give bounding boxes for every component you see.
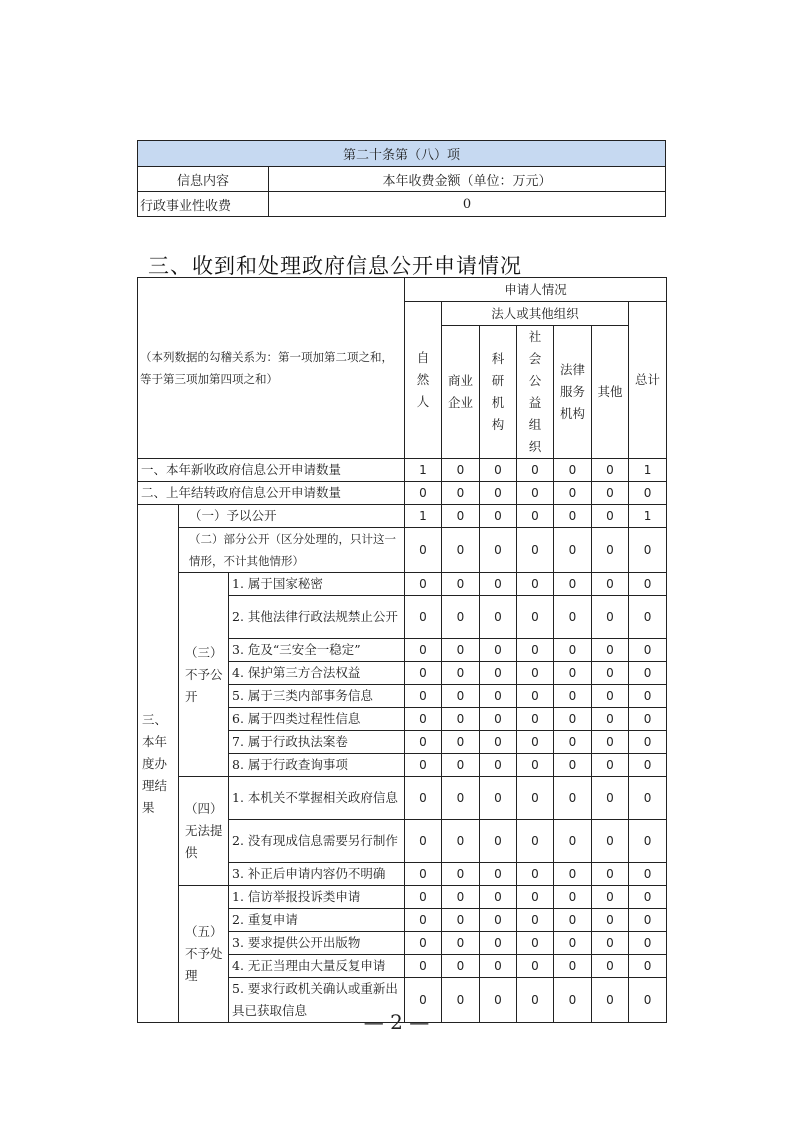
- value-cell: 0: [592, 708, 629, 731]
- value-cell: 0: [517, 505, 554, 528]
- value-cell: 0: [480, 505, 517, 528]
- row-label: 2. 重复申请: [229, 909, 405, 932]
- natural-person-header: 自然人: [405, 302, 442, 459]
- value-cell: 0: [442, 596, 480, 639]
- value-cell: 0: [405, 528, 442, 573]
- value-cell: 0: [517, 909, 554, 932]
- org-col-business: 商业企业: [442, 326, 480, 459]
- value-cell: 0: [405, 708, 442, 731]
- value-cell: 0: [442, 863, 480, 886]
- value-cell: 0: [405, 662, 442, 685]
- table-row: [138, 777, 667, 820]
- value-cell: 0: [517, 596, 554, 639]
- value-cell: 0: [442, 459, 480, 482]
- value-cell: 0: [405, 863, 442, 886]
- value-cell: 0: [592, 685, 629, 708]
- value-cell: 0: [442, 978, 480, 1023]
- value-cell: 0: [554, 863, 592, 886]
- table-row: [138, 528, 667, 573]
- value-cell: 0: [442, 731, 480, 754]
- table-row: [138, 573, 667, 596]
- value-cell: 0: [592, 820, 629, 863]
- value-cell: 0: [442, 955, 480, 978]
- value-cell: 0: [442, 573, 480, 596]
- value-cell: 0: [554, 978, 592, 1023]
- value-cell: 0: [480, 955, 517, 978]
- value-cell: 0: [480, 886, 517, 909]
- value-cell: 0: [629, 886, 667, 909]
- value-cell: 0: [592, 639, 629, 662]
- value-cell: 0: [480, 978, 517, 1023]
- value-cell: 0: [592, 528, 629, 573]
- note-cell: （本列数据的勾稽关系为：第一项加第二项之和，等于第三项加第四项之和）: [138, 278, 405, 459]
- value-cell: 0: [405, 820, 442, 863]
- row-label: （二）部分公开（区分处理的，只计这一情形，不计其他情形）: [179, 528, 405, 573]
- value-cell: 1: [405, 459, 442, 482]
- row-label: 4. 无正当理由大量反复申请: [229, 955, 405, 978]
- value-cell: 0: [554, 459, 592, 482]
- subgroup-label: （三）不予公开: [179, 573, 229, 777]
- section-title: 三、收到和处理政府信息公开申请情况: [148, 254, 522, 278]
- fee-table: [137, 140, 666, 217]
- value-cell: 0: [442, 909, 480, 932]
- value-cell: 0: [405, 909, 442, 932]
- total-header: 总计: [629, 302, 667, 459]
- value-cell: 0: [592, 754, 629, 777]
- value-cell: 0: [629, 662, 667, 685]
- value-cell: 1: [405, 505, 442, 528]
- value-cell: 0: [480, 708, 517, 731]
- value-cell: 0: [442, 754, 480, 777]
- value-cell: 0: [405, 482, 442, 505]
- fee-table-title: 第二十条第（八）项: [138, 141, 666, 167]
- table-row: [138, 459, 667, 482]
- value-cell: 0: [405, 886, 442, 909]
- fee-row-label: 行政事业性收费: [138, 192, 269, 217]
- value-cell: 0: [629, 685, 667, 708]
- table-row: [138, 505, 667, 528]
- value-cell: 0: [405, 685, 442, 708]
- value-cell: 0: [517, 754, 554, 777]
- value-cell: 0: [554, 505, 592, 528]
- value-cell: 0: [442, 777, 480, 820]
- value-cell: 0: [517, 708, 554, 731]
- value-cell: 0: [442, 528, 480, 573]
- value-cell: 0: [480, 573, 517, 596]
- value-cell: 0: [629, 909, 667, 932]
- value-cell: 0: [592, 731, 629, 754]
- row-label: 5. 属于三类内部事务信息: [229, 685, 405, 708]
- value-cell: 0: [442, 505, 480, 528]
- value-cell: 0: [554, 708, 592, 731]
- value-cell: 1: [629, 459, 667, 482]
- value-cell: 0: [405, 978, 442, 1023]
- value-cell: 0: [517, 685, 554, 708]
- value-cell: 0: [629, 596, 667, 639]
- value-cell: 0: [629, 932, 667, 955]
- value-cell: 0: [442, 639, 480, 662]
- value-cell: 0: [517, 459, 554, 482]
- value-cell: 0: [517, 955, 554, 978]
- result-group-label: 三、本年度办理结果: [138, 505, 179, 1023]
- value-cell: 0: [517, 932, 554, 955]
- value-cell: 0: [517, 863, 554, 886]
- row-label: 6. 属于四类过程性信息: [229, 708, 405, 731]
- value-cell: 0: [405, 932, 442, 955]
- value-cell: 0: [480, 863, 517, 886]
- value-cell: 0: [554, 662, 592, 685]
- org-col-public-welfare: 社会公益组织: [517, 326, 554, 459]
- row-label: 1. 属于国家秘密: [229, 573, 405, 596]
- value-cell: 0: [480, 662, 517, 685]
- value-cell: 0: [592, 662, 629, 685]
- page-number: — 2 —: [363, 1010, 430, 1034]
- value-cell: 0: [592, 886, 629, 909]
- row-label: 1. 信访举报投诉类申请: [229, 886, 405, 909]
- value-cell: 0: [480, 820, 517, 863]
- row-label: 2. 其他法律行政法规禁止公开: [229, 596, 405, 639]
- applicant-header: 申请人情况: [405, 278, 667, 302]
- org-col-legal-service: 法律服务机构: [554, 326, 592, 459]
- value-cell: 0: [442, 708, 480, 731]
- value-cell: 0: [592, 505, 629, 528]
- value-cell: 0: [480, 754, 517, 777]
- table-row: [138, 482, 667, 505]
- value-cell: 0: [517, 777, 554, 820]
- value-cell: 0: [517, 820, 554, 863]
- value-cell: 0: [405, 573, 442, 596]
- row-label: 8. 属于行政查询事项: [229, 754, 405, 777]
- value-cell: 0: [554, 777, 592, 820]
- value-cell: 0: [405, 955, 442, 978]
- value-cell: 0: [442, 820, 480, 863]
- value-cell: 0: [517, 528, 554, 573]
- value-cell: 0: [592, 596, 629, 639]
- value-cell: 0: [405, 777, 442, 820]
- fee-col-header-content: 信息内容: [138, 167, 269, 192]
- value-cell: 0: [554, 528, 592, 573]
- value-cell: 0: [517, 978, 554, 1023]
- row-label: 一、本年新收政府信息公开申请数量: [138, 459, 405, 482]
- row-label: 二、上年结转政府信息公开申请数量: [138, 482, 405, 505]
- value-cell: 0: [554, 731, 592, 754]
- value-cell: 0: [592, 863, 629, 886]
- value-cell: 0: [480, 596, 517, 639]
- value-cell: 0: [480, 909, 517, 932]
- row-label: 2. 没有现成信息需要另行制作: [229, 820, 405, 863]
- row-label: （一）予以公开: [179, 505, 405, 528]
- value-cell: 0: [554, 639, 592, 662]
- value-cell: 0: [554, 820, 592, 863]
- value-cell: 0: [480, 482, 517, 505]
- value-cell: 0: [629, 708, 667, 731]
- value-cell: 0: [480, 731, 517, 754]
- value-cell: 0: [629, 777, 667, 820]
- value-cell: 0: [442, 662, 480, 685]
- row-label: 5. 要求行政机关确认或重新出具已获取信息: [229, 978, 405, 1023]
- org-col-other: 其他: [592, 326, 629, 459]
- row-label: 4. 保护第三方合法权益: [229, 662, 405, 685]
- value-cell: 0: [629, 820, 667, 863]
- value-cell: 0: [442, 932, 480, 955]
- row-label: 7. 属于行政执法案卷: [229, 731, 405, 754]
- value-cell: 0: [517, 731, 554, 754]
- table-row: [138, 886, 667, 909]
- fee-row-value: 0: [269, 192, 666, 217]
- value-cell: 0: [554, 482, 592, 505]
- value-cell: 0: [592, 482, 629, 505]
- value-cell: 0: [629, 863, 667, 886]
- row-label: 3. 危及“三安全一稳定”: [229, 639, 405, 662]
- row-label: 1. 本机关不掌握相关政府信息: [229, 777, 405, 820]
- row-label: 3. 要求提供公开出版物: [229, 932, 405, 955]
- value-cell: 0: [517, 482, 554, 505]
- value-cell: 0: [480, 639, 517, 662]
- value-cell: 0: [592, 459, 629, 482]
- value-cell: 0: [592, 777, 629, 820]
- value-cell: 0: [405, 596, 442, 639]
- org-col-research: 科研机构: [480, 326, 517, 459]
- value-cell: 0: [554, 932, 592, 955]
- value-cell: 0: [592, 573, 629, 596]
- value-cell: 0: [592, 909, 629, 932]
- value-cell: 0: [554, 573, 592, 596]
- value-cell: 0: [592, 955, 629, 978]
- value-cell: 0: [480, 777, 517, 820]
- subgroup-label: （五）不予处理: [179, 886, 229, 1023]
- value-cell: 0: [554, 955, 592, 978]
- legal-org-header: 法人或其他组织: [442, 302, 629, 326]
- value-cell: 0: [480, 685, 517, 708]
- value-cell: 0: [554, 909, 592, 932]
- value-cell: 0: [629, 754, 667, 777]
- value-cell: 0: [517, 639, 554, 662]
- application-table: [137, 277, 667, 1023]
- value-cell: 0: [629, 731, 667, 754]
- value-cell: 0: [554, 754, 592, 777]
- value-cell: 0: [517, 886, 554, 909]
- value-cell: 0: [554, 596, 592, 639]
- value-cell: 0: [629, 528, 667, 573]
- value-cell: 0: [629, 573, 667, 596]
- value-cell: 0: [442, 482, 480, 505]
- value-cell: 0: [629, 482, 667, 505]
- value-cell: 0: [442, 886, 480, 909]
- value-cell: 0: [592, 932, 629, 955]
- value-cell: 0: [554, 886, 592, 909]
- value-cell: 0: [517, 573, 554, 596]
- value-cell: 0: [554, 685, 592, 708]
- value-cell: 0: [629, 955, 667, 978]
- value-cell: 0: [480, 528, 517, 573]
- value-cell: 1: [629, 505, 667, 528]
- value-cell: 0: [629, 639, 667, 662]
- value-cell: 0: [405, 639, 442, 662]
- value-cell: 0: [442, 685, 480, 708]
- value-cell: 0: [517, 662, 554, 685]
- value-cell: 0: [405, 754, 442, 777]
- value-cell: 0: [480, 932, 517, 955]
- value-cell: 0: [592, 978, 629, 1023]
- value-cell: 0: [629, 978, 667, 1023]
- subgroup-label: （四）无法提供: [179, 777, 229, 886]
- value-cell: 0: [480, 459, 517, 482]
- fee-col-header-amount: 本年收费金额（单位：万元）: [269, 167, 666, 192]
- value-cell: 0: [405, 731, 442, 754]
- row-label: 3. 补正后申请内容仍不明确: [229, 863, 405, 886]
